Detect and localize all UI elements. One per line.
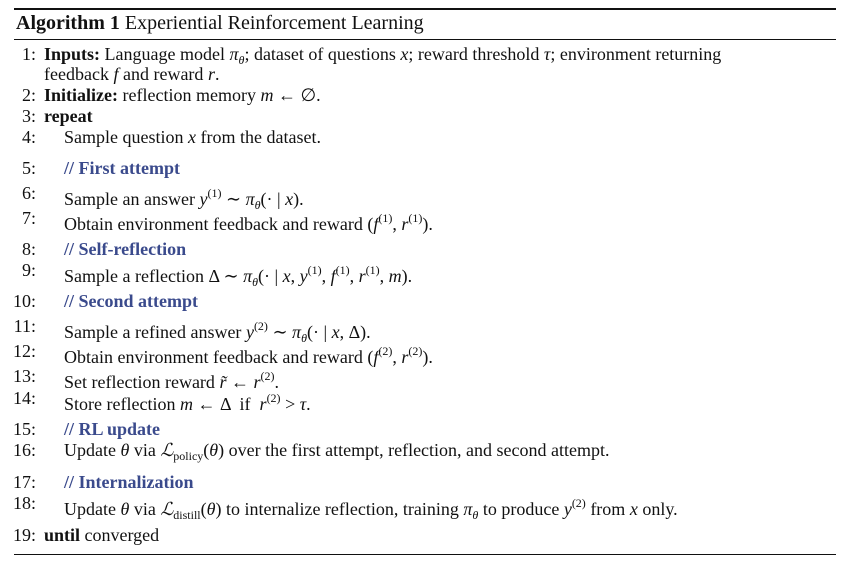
comment-first-attempt: // First attempt (64, 158, 180, 178)
line-number: 11: (13, 316, 36, 336)
bottom-rule (14, 554, 836, 555)
line-number: 12: (12, 341, 36, 361)
line-body: Obtain environment feedback and reward ($f^{(2)}$, $r^{(2)}$). (64, 344, 433, 367)
line-number: 10: (12, 291, 36, 311)
line-body: Store reflection m ← Δ if $r^{(2)} > \tau$. (64, 391, 311, 414)
algorithm-label: Algorithm 1 (16, 12, 120, 34)
line-number: 4: (21, 127, 36, 147)
algorithm-title (16, 12, 424, 35)
top-rule (14, 8, 836, 10)
line-body: Inputs: Language model $\pi_\theta$; dataset of questions x; reward threshold τ; environment returning (44, 44, 722, 67)
comment-rl-update: // RL update (64, 419, 161, 439)
line-number: 1: (21, 44, 36, 64)
line-number: 6: (21, 183, 36, 203)
line-body: Update θ via ℒ$_{policy}$(θ) over the first attempt, reflection, and second attempt. (64, 440, 610, 463)
line-number: 3: (21, 106, 36, 126)
line-number: 5: (21, 158, 36, 178)
line-number: 18: (12, 493, 36, 513)
comment-internalization: // Internalization (64, 472, 194, 492)
line-number: 16: (12, 440, 36, 460)
line-number: 7: (21, 208, 36, 228)
line-body: Sample a refined answer $y^{(2)}$ ∼ $\pi_\theta(\cdot$ | x, Δ). (64, 319, 371, 345)
line-body: Sample an answer $y^{(1)}$ ∼ $\pi_\theta(\cdot$ | x). (64, 186, 304, 212)
line-number: 15: (12, 419, 36, 439)
comment-self-reflection: // Self-reflection (64, 239, 187, 259)
line-body: Obtain environment feedback and reward ($f^{(1)}$, $r^{(1)}$). (64, 211, 433, 234)
algorithm-name: Experiential Reinforcement Learning (124, 12, 424, 34)
line-body: Update θ via ℒ$_{distill}$(θ) to internalize reflection, training $\pi_\theta$ to produce $y^{(2)}$ from x only. (64, 496, 678, 522)
line-body: Initialize: reflection memory m ← ∅. (44, 85, 321, 105)
line-body: repeat (44, 106, 93, 126)
line-body: feedback f and reward r. (44, 64, 220, 84)
line-body: until converged (44, 525, 160, 545)
line-number: 2: (21, 85, 36, 105)
title-rule (14, 39, 836, 40)
line-number: 9: (21, 260, 36, 280)
line-body: Sample question x from the dataset. (64, 127, 321, 147)
line-body: Set reflection reward r̃ ← $r^{(2)}$. (64, 369, 279, 392)
line-number: 8: (21, 239, 36, 259)
line-body: Sample a reflection Δ ∼ $\pi_\theta(\cdot$ | x, $y^{(1)}$, $f^{(1)}$, $r^{(1)}$, m). (64, 263, 413, 289)
line-number: 13: (12, 366, 36, 386)
line-number: 17: (12, 472, 36, 492)
comment-second-attempt: // Second attempt (64, 291, 198, 311)
line-number: 14: (12, 388, 36, 408)
line-number: 19: (12, 525, 36, 545)
